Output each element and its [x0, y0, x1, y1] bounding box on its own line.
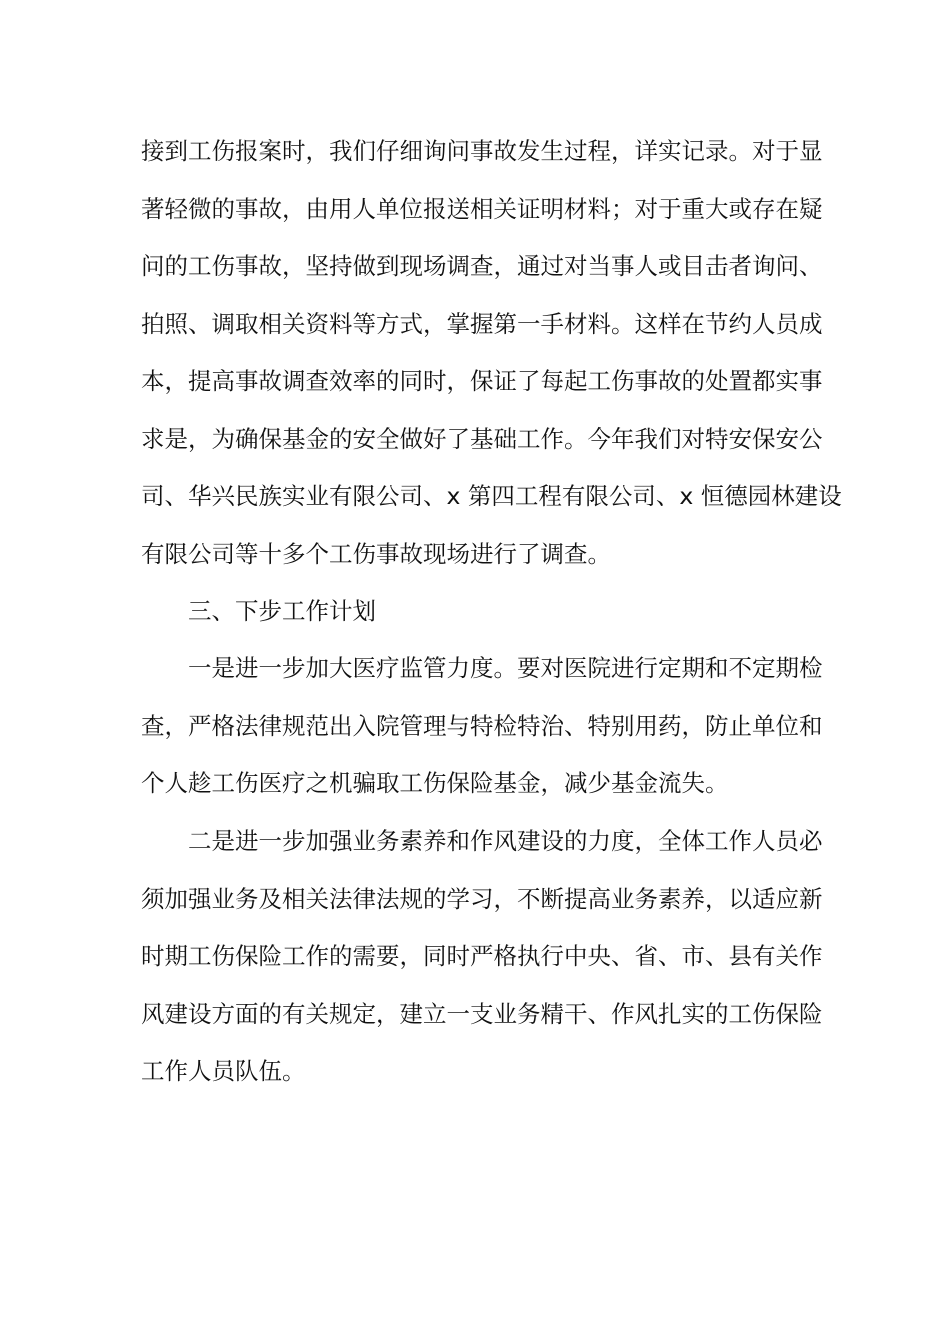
text-line: 工作人员队伍。: [141, 1057, 306, 1085]
text-line: 二是进一步加强业务素养和作风建设的力度，全体工作人员必: [188, 827, 823, 855]
text-line: 本，提高事故调查效率的同时，保证了每起工伤事故的处置都实事: [141, 367, 823, 395]
text-line: 个人趁工伤医疗之机骗取工伤保险基金，减少基金流失。: [141, 769, 729, 797]
section-heading-block: [141, 583, 809, 641]
text-line: 司、华兴民族实业有限公司、x 第四工程有限公司、x 恒德园林建设: [141, 482, 842, 510]
text-line: 须加强业务及相关法律法规的学习，不断提高业务素养，以适应新: [141, 884, 823, 913]
text-line: 问的工伤事故，坚持做到现场调查，通过对当事人或目击者询问、: [141, 252, 823, 280]
paragraph-staff-development: [141, 813, 823, 1101]
text-line: 查，严格法律规范出入院管理与特检特治、特别用药，防止单位和: [141, 711, 823, 740]
text-line: 时期工伤保险工作的需要，同时严格执行中央、省、市、县有关作: [141, 942, 823, 970]
text-line: 一是进一步加大医疗监管力度。要对医院进行定期和不定期检: [188, 654, 823, 682]
text-line: 风建设方面的有关规定，建立一支业务精干、作风扎实的工伤保险: [141, 999, 823, 1028]
text-line: 有限公司等十多个工伤事故现场进行了调查。: [141, 539, 611, 568]
text-line: 著轻微的事故，由用人单位报送相关证明材料；对于重大或存在疑: [141, 194, 823, 223]
paragraph-medical-supervision: [141, 640, 823, 813]
section-heading: 三、下步工作计划: [188, 597, 376, 625]
paragraph-accident-investigation: [141, 123, 842, 583]
text-line: 拍照、调取相关资料等方式，掌握第一手材料。这样在节约人员成: [141, 309, 823, 338]
text-line: 求是，为确保基金的安全做好了基础工作。今年我们对特安保安公: [141, 424, 823, 453]
text-line: 接到工伤报案时，我们仔细询问事故发生过程，详实记录。对于显: [141, 137, 823, 165]
